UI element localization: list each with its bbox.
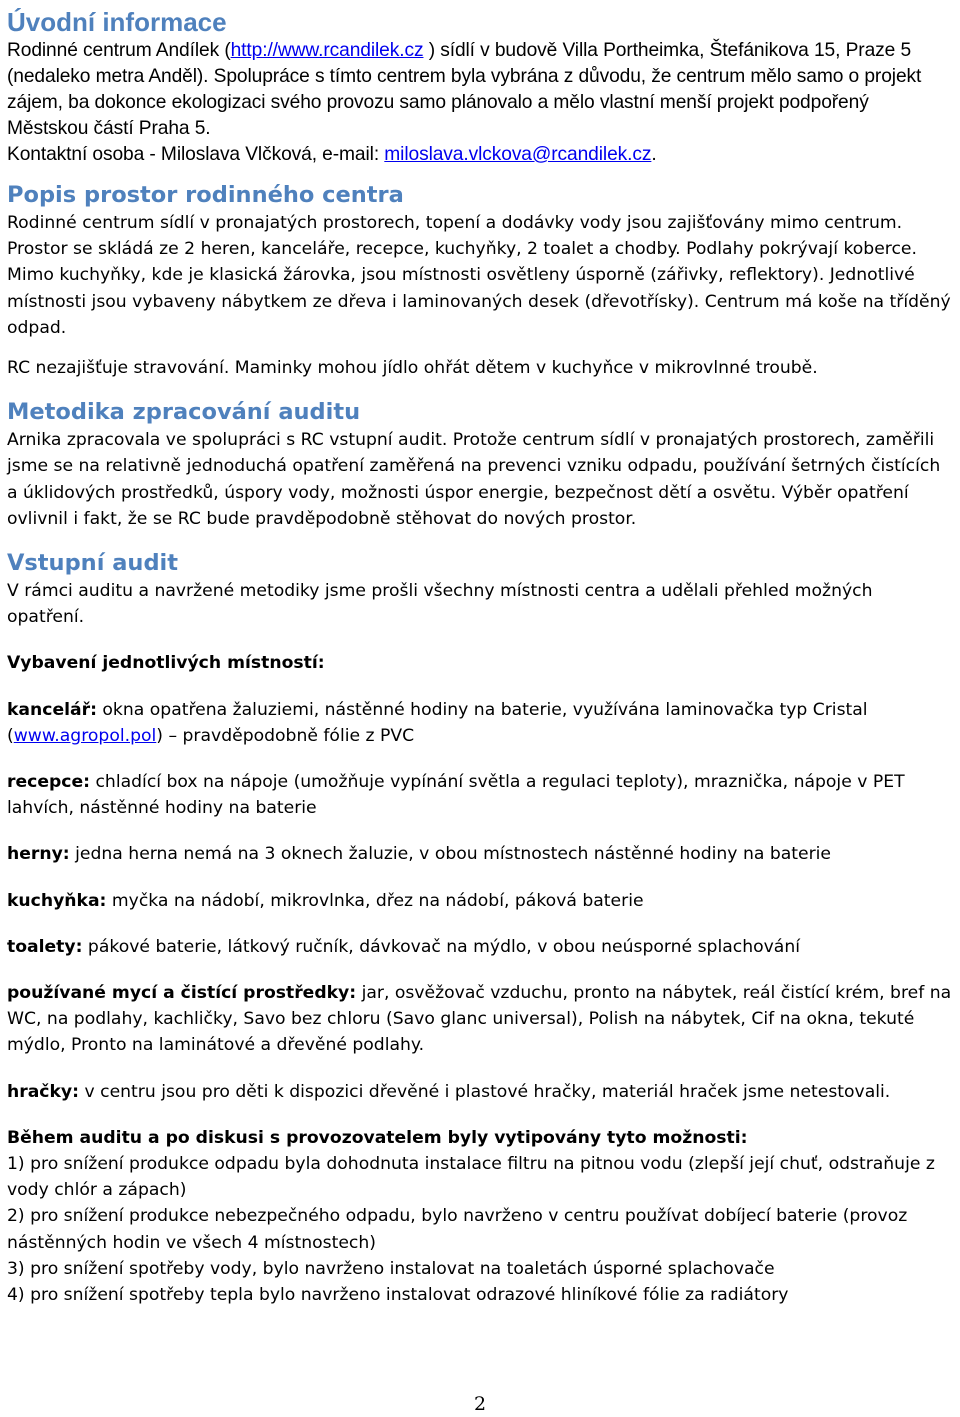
option-item: 1) pro snížení produkce odpadu byla dohodnuta instalace filtru na pitnou vodu (zlepší její chuť, odstraňuje z vody chlór a zápach) <box>7 1154 935 1201</box>
contact-email-link[interactable]: miloslava.vlckova@rcandilek.cz <box>384 144 652 165</box>
playrooms-paragraph: herny: jedna herna nemá na 3 oknech žaluzie, v obou místnostech nástěnné hodiny na baterie <box>7 844 832 865</box>
option-item: 3) pro snížení spotřeby vody, bylo navrženo instalovat na toaletách úsporné splachovače <box>7 1258 775 1279</box>
method-paragraph: Arnika zpracovala ve spolupráci s RC vstupní audit. Protože centrum sídlí v pronajatých prostorech, zaměřili jsme se na relativně jednoduchá opatření zaměřená na prevenci vzniku odpadu, používání šetrných čistících a úklidových prostředků, úspory vody, možnosti úspor energie, bezpečnost dětí a osvětu. Výběr opatření ovlivnil i fakt, že se RC bude pravděpodobně stěhovat do nových prostor. <box>7 430 941 529</box>
kitchen-paragraph: kuchyňka: myčka na nádobí, mikrovlnka, dřez na nádobí, páková baterie <box>7 890 644 911</box>
catering-paragraph: RC nezajišťuje stravování. Maminky mohou jídlo ohřát dětem v kuchyňce v mikrovlnné troubě. <box>7 358 818 379</box>
page-number: 2 <box>473 1393 487 1415</box>
reception-paragraph: recepce: chladící box na nápoje (umožňuje vypínání světla a regulaci teploty), mraznička, nápoje v PET lahvích, nástěnné hodiny na baterie <box>7 772 905 819</box>
contact-paragraph: Kontaktní osoba - Miloslava Vlčková, e-mail: miloslava.vlckova@rcandilek.cz. <box>7 144 657 165</box>
option-item: 2) pro snížení produkce nebezpečného odpadu, bylo navrženo v centru používat dobíjecí baterie (provoz nástěnných hodin ve všech 4 místnostech) <box>7 1206 908 1253</box>
intro-heading: Úvodní informace <box>7 7 227 37</box>
rcandilek-link[interactable]: http://www.rcandilek.cz <box>230 40 424 61</box>
equipment-heading: Vybavení jednotlivých místností: <box>7 653 325 674</box>
intro-paragraph: Rodinné centrum Andílek (http://www.rcandilek.cz ) sídlí v budově Villa Portheimka, Štefánikova 15, Praze 5 (nedaleko metra Anděl). Spolupráce s tímto centrem byla vybrána z důvodu, že centrum mělo samo o projekt zájem, ba dokonce ekologizaci svého provozu samo plánovalo a mělo vlastní menší projekt podpořený Městskou částí Praha 5. <box>7 40 922 139</box>
audit-intro-paragraph: V rámci auditu a navržené metodiky jsme prošli všechny místnosti centra a udělali přehled možných opatření. <box>7 581 873 628</box>
cleaning-paragraph: používané mycí a čistící prostředky: jar, osvěžovač vzduchu, pronto na nábytek, reál čistící krém, bref na WC, na podlahy, kachličky, Savo bez chloru (Savo glanc universal), Polish na nábytek, Cif na okna, tekuté mýdlo, Pronto na laminátové a dřevěné podlahy. <box>7 983 952 1056</box>
options-heading: Během auditu a po diskusi s provozovatelem byly vytipovány tyto možnosti: <box>7 1127 748 1148</box>
toys-paragraph: hračky: v centru jsou pro děti k dispozici dřevěné i plastové hračky, materiál hraček jsme netestovali. <box>7 1081 891 1102</box>
premises-paragraph: Rodinné centrum sídlí v pronajatých prostorech, topení a dodávky vody jsou zajišťovány mimo centrum. Prostor se skládá ze 2 heren, kanceláře, recepce, kuchyňky, 2 toalet a chodby. Podlahy pokrývají koberce. Mimo kuchyňky, kde je klasická žárovka, jsou místnosti osvětleny úsporně (zářivky, reflektory). Jednotlivé místnosti jsou vybaveny nábytkem ze dřeva i laminovaných desek (dřevotřísky). Centrum má koše na tříděný odpad. <box>7 213 951 338</box>
agropol-link[interactable]: www.agropol.pol <box>13 725 157 746</box>
option-item: 4) pro snížení spotřeby tepla bylo navrženo instalovat odrazové hliníkové fólie za radiátory <box>7 1285 789 1306</box>
document-page <box>7 6 955 1308</box>
audit-heading: Vstupní audit <box>7 550 179 577</box>
premises-heading: Popis prostor rodinného centra <box>7 182 404 208</box>
toilets-paragraph: toalety: pákové baterie, látkový ručník, dávkovač na mýdlo, v obou neúsporné splachování <box>7 936 800 957</box>
method-heading: Metodika zpracování auditu <box>7 399 361 426</box>
office-paragraph: kancelář: okna opatřena žaluziemi, nástěnné hodiny na baterie, využívána laminovačka typ Cristal (www.agropol.pol) – pravděpodobně fólie z PVC <box>7 699 868 746</box>
